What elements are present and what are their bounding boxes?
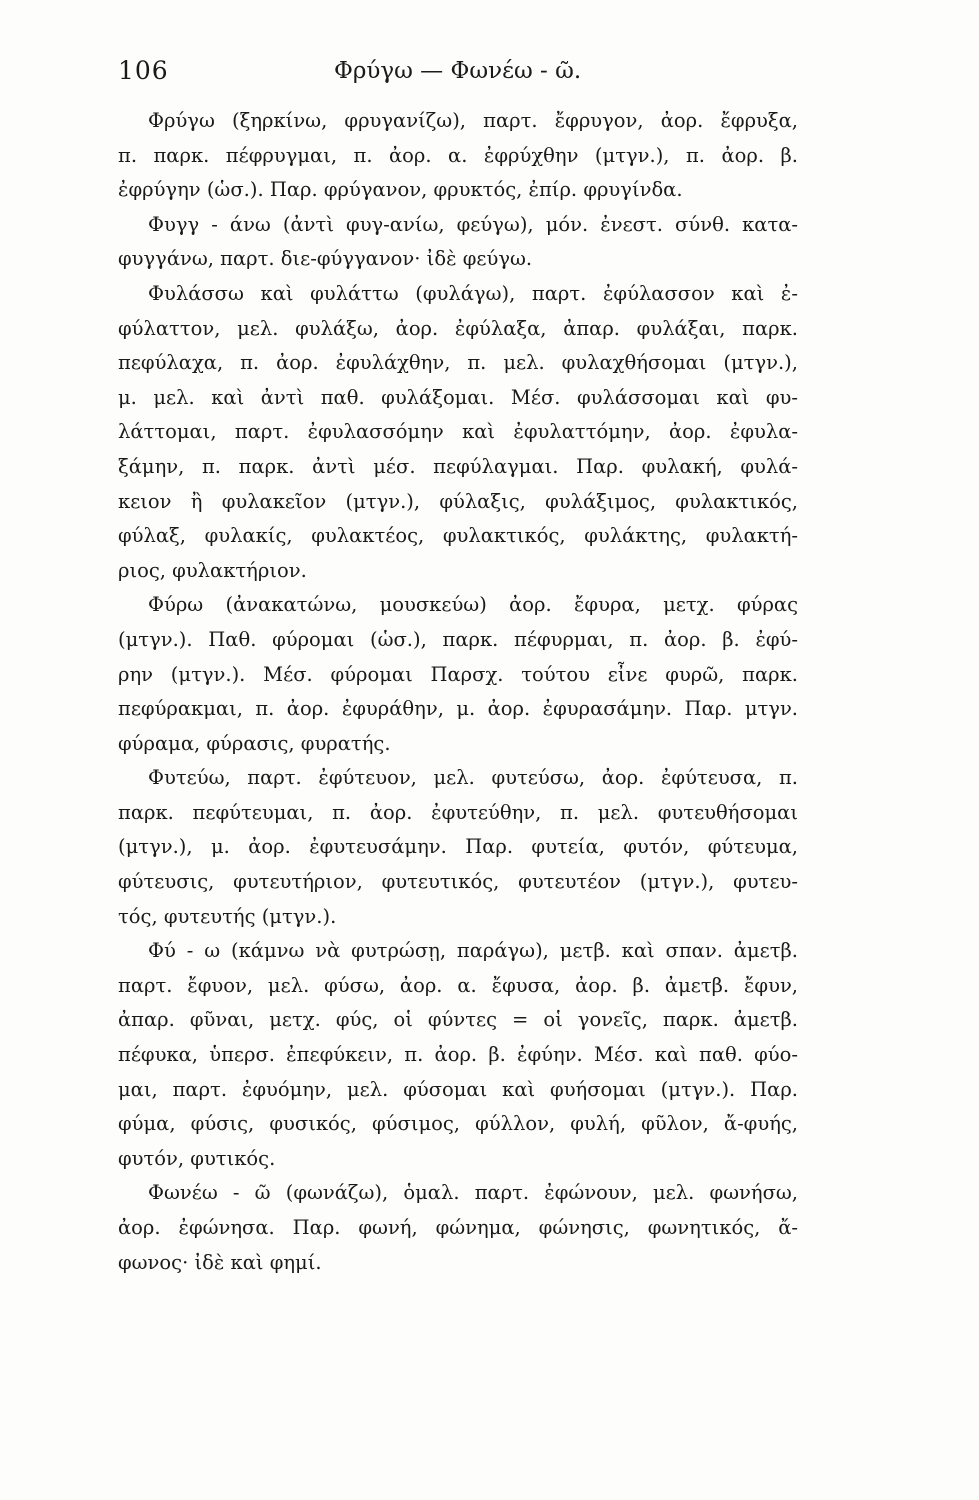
dictionary-entry: [118, 277, 798, 588]
dictionary-entry: [118, 208, 798, 277]
entry-line: φυτόν, φυτικός.: [118, 1146, 276, 1170]
entry-line: φύτευσις, φυτευτήριον, φυτευτικός, φυτευτέον (μτγν.), φυτευ-: [118, 870, 798, 894]
dictionary-entries: [118, 104, 798, 1280]
page-number: 106: [118, 56, 169, 85]
entry-line: (μτγν.). Παθ. φύρομαι (ὡσ.), παρκ. πέφυρμαι, π. ἀορ. β. ἐφύ-: [118, 627, 798, 651]
entry-headline: Φυλάσσω καὶ φυλάττω (φυλάγω), παρτ. ἐφύλασσον καὶ ἐ-: [148, 281, 798, 305]
entry-headline: Φυτεύω, παρτ. ἐφύτευον, μελ. φυτεύσω, ἀορ. ἐφύτευσα, π.: [148, 766, 798, 790]
entry-line: τός, φυτευτής (μτγν.).: [118, 904, 337, 928]
entry-line: πεφύρακμαι, π. ἀορ. ἐφυράθην, μ. ἀορ. ἐφυρασάμην. Παρ. μτγν.: [118, 697, 798, 721]
entry-line: (μτγν.), μ. ἀορ. ἐφυτευσάμην. Παρ. φυτεία, φυτόν, φύτευμα,: [118, 835, 798, 859]
entry-line: ξάμην, π. παρκ. ἀντὶ μέσ. πεφύλαγμαι. Παρ. φυλακή, φυλά-: [118, 454, 798, 478]
entry-line: μ. μελ. καὶ ἀντὶ παθ. φυλάξομαι. Μέσ. φυλάσσομαι καὶ φυ-: [118, 385, 798, 409]
entry-line: ριος, φυλακτήριον.: [118, 558, 307, 582]
entry-line: κειον ἢ φυλακεῖον (μτγν.), φύλαξις, φυλάξιμος, φυλακτικός,: [118, 489, 798, 513]
page-header: [118, 56, 798, 92]
dictionary-entry: [118, 1176, 798, 1280]
entry-line: ρην (μτγν.). Μέσ. φύρομαι Παρσχ. τούτου εἶνε φυρῶ, παρκ.: [118, 662, 798, 686]
entry-line: φωνος· ἰδὲ καὶ φημί.: [118, 1250, 322, 1274]
entry-line: παρτ. ἔφυον, μελ. φύσω, ἀορ. α. ἔφυσα, ἀορ. β. ἀμετβ. ἔφυν,: [118, 973, 798, 997]
entry-line: λάττομαι, παρτ. ἐφυλασσόμην καὶ ἐφυλαττόμην, ἀορ. ἐφυλα-: [118, 420, 798, 444]
entry-line: παρκ. πεφύτευμαι, π. ἀορ. ἐφυτεύθην, π. μελ. φυτευθήσομαι: [118, 800, 798, 824]
entry-line: πεφύλαχα, π. ἀορ. ἐφυλάχθην, π. μελ. φυλαχθήσομαι (μτγν.),: [118, 351, 798, 375]
running-title: Φρύγω — Φωνέω - ῶ.: [334, 58, 582, 84]
dictionary-entry: [118, 934, 798, 1176]
dictionary-entry: [118, 761, 798, 934]
entry-line: ἀπαρ. φῦναι, μετχ. φύς, οἱ φύντες = οἱ γονεῖς, παρκ. ἀμετβ.: [118, 1008, 798, 1032]
entry-line: ἐφρύγην (ὡσ.). Παρ. φρύγανον, φρυκτός, ἐπίρ. φρυγίνδα.: [118, 178, 683, 202]
entry-line: φύραμα, φύρασις, φυρατής.: [118, 731, 391, 755]
entry-headline: Φρύγω (ξηρκίνω, φρυγανίζω), παρτ. ἔφρυγον, ἀορ. ἔφρυξα,: [148, 109, 798, 132]
entry-line: φύλαττον, μελ. φυλάξω, ἀορ. ἐφύλαξα, ἀπαρ. φυλάξαι, παρκ.: [118, 316, 798, 340]
entry-line: φύλαξ, φυλακίς, φυλακτέος, φυλακτικός, φυλάκτης, φυλακτή-: [118, 524, 798, 548]
entry-headline: Φύρω (ἀνακατώνω, μουσκεύω) ἀορ. ἔφυρα, μετχ. φύρας: [148, 593, 798, 617]
entry-line: πέφυκα, ὑπερσ. ἐπεφύκειν, π. ἀορ. β. ἐφύην. Μέσ. καὶ παθ. φύο-: [118, 1043, 798, 1067]
dictionary-entry: [118, 104, 798, 208]
entry-line: π. παρκ. πέφρυγμαι, π. ἀορ. α. ἐφρύχθην (μτγν.), π. ἀορ. β.: [118, 143, 798, 167]
dictionary-entry: [118, 588, 798, 761]
entry-line: ἀορ. ἐφώνησα. Παρ. φωνή, φώνημα, φώνησις, φωνητικός, ἄ-: [118, 1216, 798, 1239]
entry-line: φυγγάνω, παρτ. διε-φύγγανον· ἰδὲ φεύγω.: [118, 247, 533, 271]
entry-line: μαι, παρτ. ἐφυόμην, μελ. φύσομαι καὶ φυήσομαι (μτγν.). Παρ.: [118, 1077, 798, 1101]
entry-line: φύμα, φύσις, φυσικός, φύσιμος, φύλλον, φυλή, φῦλον, ἄ-φυής,: [118, 1112, 798, 1136]
entry-headline: Φυγγ - άνω (ἀντὶ φυγ-ανίω, φεύγω), μόν. ἐνεστ. σύνθ. κατα-: [148, 212, 798, 236]
entry-headline: Φύ - ω (κάμνω νὰ φυτρώσῃ, παράγω), μετβ. καὶ σπαν. ἀμετβ.: [148, 939, 798, 963]
entry-headline: Φωνέω - ῶ (φωνάζω), ὁμαλ. παρτ. ἐφώνουν, μελ. φωνήσω,: [148, 1181, 798, 1205]
